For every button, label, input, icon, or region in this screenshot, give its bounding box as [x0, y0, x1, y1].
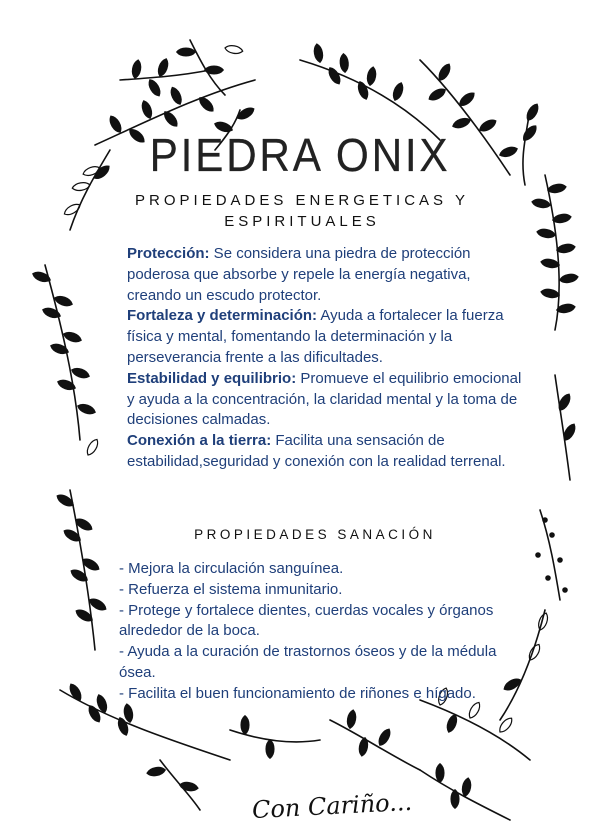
property-label: Protección: — [127, 245, 210, 262]
property-item — [127, 306, 527, 368]
list-item: - Ayuda a la curación de trastornos óseos y de la médula ósea. — [119, 643, 497, 681]
property-text: Promueve el equilibrio emocional y ayuda a la concentración, la claridad mental y la toma de decisiones calmadas. — [127, 369, 522, 429]
healing-section-title: PROPIEDADES SANACIÓN — [194, 527, 436, 542]
property-text: Ayuda a fortalecer la fuerza física y mental, fomentando la determinación y la perseverancia frente a las dificultades. — [127, 307, 504, 366]
page-title: PIEDRA ONIX — [149, 129, 451, 181]
signature: Con Cariño... — [251, 787, 413, 825]
property-text: Facilita una sensación de estabilidad,seguridad y conexión con la realidad terrenal. — [127, 432, 506, 470]
property-text: Se considera una piedra de protección poderosa que absorbe y repele la energía negativa, creando un escudo protector. — [127, 245, 471, 304]
property-label: Conexión a la tierra: — [127, 432, 272, 450]
healing-list — [119, 559, 499, 705]
list-item: - Mejora la circulación sanguínea. — [119, 560, 344, 577]
property-item — [127, 431, 527, 473]
property-label: Estabilidad y equilibrio: — [127, 369, 297, 387]
page-subtitle: PROPIEDADES ENERGETICAS Y ESPIRITUALES — [135, 192, 469, 230]
property-item — [127, 244, 527, 306]
property-item — [127, 369, 527, 431]
property-label: Fortaleza y determinación: — [127, 307, 318, 325]
list-item: - Refuerza el sistema inmunitario. — [119, 580, 343, 598]
list-item: - Protege y fortalece dientes, cuerdas vocales y órganos alrededor de la boca. — [119, 601, 494, 640]
properties-list — [127, 244, 527, 473]
list-item: - Facilita el buen funcionamiento de riñones e hígado. — [119, 684, 476, 702]
